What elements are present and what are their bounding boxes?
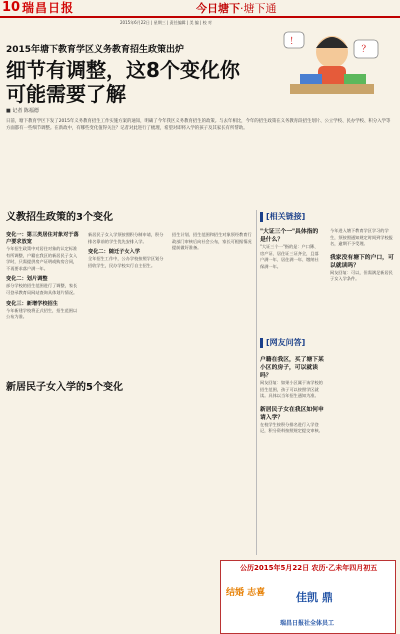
- col1-text-1: 今年招生政策中对居住对象的认定标准有所调整，户籍在我区的新居民子女入学时，只需提供房产证明或购房合同，不再要求落户满一年。: [6, 246, 78, 271]
- family-section-title: 新居民子女入学的5个变化: [6, 382, 123, 393]
- newspaper-logo: 瑞昌日报: [22, 1, 75, 15]
- col1-text-2: 部分学校的招生范围进行了调整，家长可登录教育局网站查询具体划片情况。: [6, 283, 78, 295]
- article-kicker: 2015年塘下教育学区义务教育招生政策出炉: [6, 45, 185, 55]
- article-intro: 日前，塘下教育学区下发了2015年义务教育招生工作实施方案的通知，明确了今年我区义务教育招生的政策。与去年相比，今年的招生政策在义务教育段招生划片、公立学校、民办学校、积分入学等方面都有一些细节调整。在新政中，有哪些变化值得关注？记者对此进行了梳理，希望对即将入学的孩子及其家长有所帮助。: [6, 119, 391, 131]
- ad-names: 佳凯 鼎: [296, 591, 333, 604]
- col3-qa-title: "大证三个一"具体指的是什么？: [260, 229, 319, 243]
- ad-wedding-text: 结婚 志喜: [226, 588, 266, 598]
- col4-qa2-text: 在校学生按积分排名进行入学登记，积分资料按照规定提交审核。: [260, 421, 323, 434]
- col4-qa2-title: 新居民子女在我区如何申请入学？: [260, 406, 324, 421]
- net-qa-column: [260, 356, 326, 435]
- col1-subtitle-3: 变化三：新增学校招生: [6, 300, 58, 307]
- dateline: 2015年6月22日 | 星期三 | 责任编辑 | 美 编 | 校 对: [120, 20, 212, 25]
- col2-text-2: 全年招生工作中，公办学校按照学区划分招收学生，民办学校实行自主招生。: [88, 256, 164, 268]
- col3-text-1: 招生计划、招生范围和招生对象须经教育行政部门审核后向社会公布，家长可根据情况提前做好准备。: [172, 232, 252, 251]
- column-4: [260, 228, 322, 270]
- section-subname: ·塘下通: [240, 2, 277, 15]
- page-number: 10: [2, 0, 21, 15]
- col4-qa-title: 户籍在我区，买了塘下某小区的房子，可以就读吗？: [260, 357, 324, 379]
- ad-date-title: 公历2015年5月22日 农历·乙未年四月初五: [240, 564, 378, 572]
- related-links-tag: [相关链接]: [260, 212, 305, 222]
- article-headline: 细节有调整，这8个变化你可能需要了解: [6, 58, 240, 106]
- col5-qa-text: 网友回复：可以，但需满足新居民子女入学条件。: [330, 269, 393, 282]
- article-byline: ■ 记者 陈福德: [6, 108, 39, 114]
- changes-section-title: 义教招生政策的3个变化: [6, 212, 113, 223]
- section-name: 今日塘下: [196, 2, 240, 15]
- ad-footer: 瑞昌日报社全体员工: [280, 620, 335, 627]
- net-qa-tag: [网友问答]: [260, 338, 305, 348]
- col2-subtitle-1: 变化二：随迁子女入学: [88, 249, 140, 256]
- header-rule: [0, 16, 400, 18]
- col1-subtitle-2: 变化二：划片调整: [6, 276, 48, 283]
- col4-qa-text: 网友回复：如果小区属于该学校的招生范围，孩子可以按照学区就读。具体以当年招生通知为准。: [260, 380, 323, 399]
- svg-text:！: ！: [289, 37, 299, 47]
- svg-text:？: ？: [361, 45, 371, 55]
- col1-subtitle-1: 变化一：第三类居住对象对于落户要求放宽: [6, 232, 79, 245]
- column-2: [88, 232, 164, 269]
- col3-qa-text: "大证三个一"指的是：户口簿、房产证、居住证三证齐全，且落户满一年、居住满一年、缴纳社保满一年。: [260, 244, 319, 269]
- column-divider: [256, 210, 257, 555]
- student-illustration: [270, 22, 394, 114]
- column-3: [172, 232, 252, 252]
- col5-text-1: 今年进入塘下教育学区学习的学生，须按照通知规定时间到学校报名，逾期不予受理。: [330, 228, 393, 247]
- column-1: [6, 232, 80, 321]
- col1-text-3: 今年新建学校将正式招生，招生范围以公布为准。: [6, 307, 78, 320]
- col2-text-1: 新居民子女入学须按照积分制申请，积分排名靠前的学生优先安排入学。: [88, 232, 164, 244]
- column-5: [330, 228, 394, 283]
- section-tab: [196, 2, 277, 16]
- col5-qa-title: 我家没有塘下的户口，可以就读吗？: [330, 254, 394, 269]
